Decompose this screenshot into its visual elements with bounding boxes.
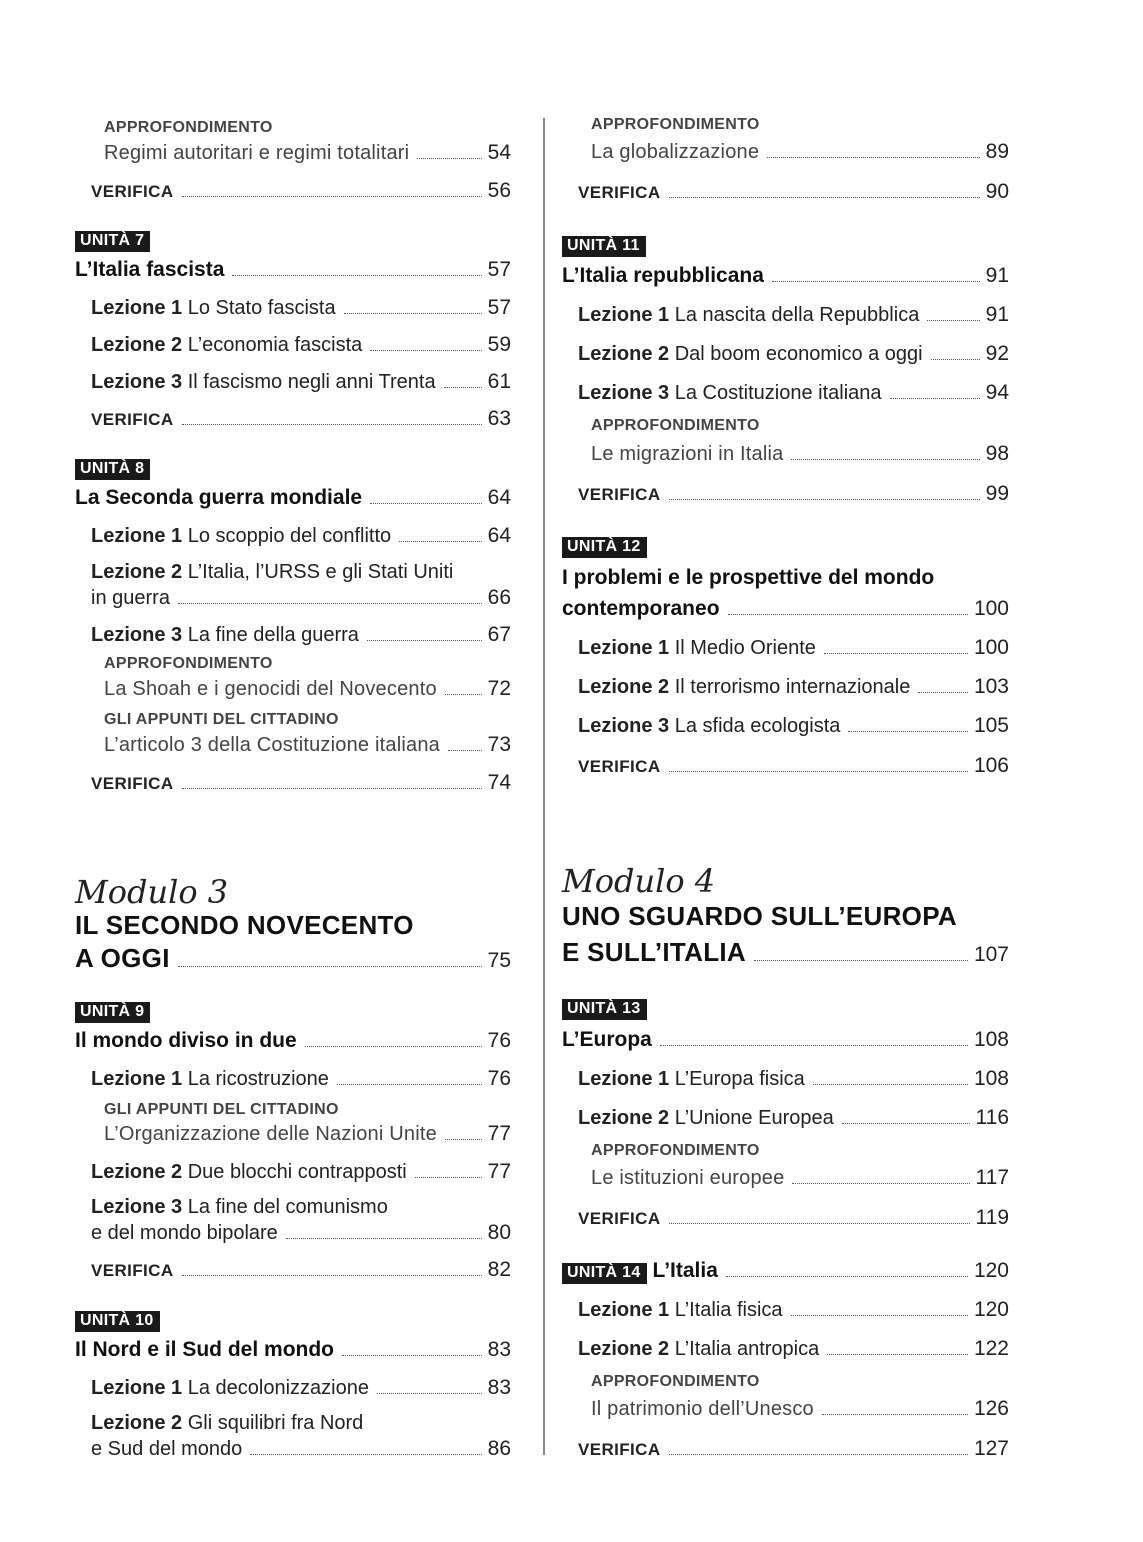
unit-tag: UNITÀ 7 — [75, 231, 150, 252]
lezione-label: Lezione 2 — [91, 334, 183, 356]
dot-leader — [417, 157, 481, 159]
dot-leader — [182, 195, 482, 197]
toc-entry-unit[interactable] — [562, 1028, 1009, 1052]
toc-entry-lezione-line2[interactable] — [91, 1437, 511, 1461]
page-number: 56 — [487, 179, 511, 202]
page-number: 64 — [487, 524, 511, 547]
lezione-label: Lezione 1 — [91, 525, 183, 547]
dot-leader — [728, 613, 968, 615]
toc-entry-unit[interactable] — [75, 258, 511, 282]
lezione-label: Lezione 1 — [91, 1068, 183, 1090]
page-number: 67 — [487, 623, 511, 646]
dot-leader — [377, 1392, 482, 1394]
approfondimento-label: APPROFONDIMENTO — [104, 119, 273, 136]
page-number: 59 — [487, 333, 511, 356]
toc-entry-verifica[interactable] — [91, 179, 511, 203]
dot-leader — [848, 730, 968, 732]
dot-leader — [669, 1453, 968, 1455]
dot-leader — [791, 1314, 968, 1316]
toc-entry-lezione-line1[interactable] — [91, 1196, 388, 1219]
page-number: 76 — [487, 1029, 511, 1052]
dot-leader — [660, 1044, 968, 1046]
page-number: 91 — [985, 303, 1009, 326]
dot-leader — [182, 787, 482, 789]
page-number: 99 — [985, 482, 1009, 505]
page-number: 64 — [487, 486, 511, 509]
unit-title: Il mondo diviso in due — [75, 1029, 297, 1052]
verifica-label: VERIFICA — [578, 1209, 661, 1228]
toc-entry-lezione-line1[interactable] — [91, 1412, 363, 1435]
entry-title: La globalizzazione — [591, 141, 760, 163]
toc-entry-lezione[interactable] — [91, 1067, 511, 1091]
page-number: 77 — [487, 1160, 511, 1183]
dot-leader — [367, 639, 482, 641]
toc-entry-unit[interactable] — [562, 1259, 1009, 1284]
toc-entry-verifica[interactable] — [91, 407, 511, 431]
dot-leader — [445, 1138, 482, 1140]
lezione-label: Lezione 2 — [91, 1161, 183, 1183]
approfondimento-label: APPROFONDIMENTO — [591, 1142, 760, 1159]
lezione-label: Lezione 1 — [578, 1068, 670, 1090]
toc-entry-approfondimento[interactable] — [104, 677, 511, 701]
modulo-title-line2: E SULL’ITALIA — [562, 937, 746, 967]
entry-title: La fine del comunismo — [187, 1196, 388, 1218]
entry-title: La fine della guerra — [187, 624, 359, 646]
entry-title: La Costituzione italiana — [674, 382, 882, 404]
dot-leader — [669, 1222, 970, 1224]
toc-entry-verifica[interactable] — [91, 1258, 511, 1282]
unit-title: L’Europa — [562, 1028, 652, 1051]
toc-entry-lezione[interactable] — [578, 675, 1009, 699]
lezione-label: Lezione 2 — [578, 1107, 670, 1129]
toc-entry-verifica[interactable] — [578, 754, 1009, 778]
toc-entry-appunti[interactable] — [104, 1122, 511, 1146]
page-number: 122 — [973, 1337, 1009, 1360]
toc-entry-lezione[interactable] — [91, 370, 511, 394]
dot-leader — [448, 749, 482, 751]
toc-entry-lezione-line2[interactable] — [91, 586, 511, 610]
approfondimento-label: APPROFONDIMENTO — [591, 417, 760, 434]
page-number: 103 — [973, 675, 1009, 698]
toc-entry-verifica[interactable] — [91, 771, 511, 795]
unit-tag: UNITÀ 13 — [562, 999, 647, 1020]
toc-entry-lezione[interactable] — [578, 381, 1009, 405]
dot-leader — [344, 312, 482, 314]
page-number: 119 — [975, 1206, 1009, 1229]
page-number: 106 — [973, 754, 1009, 777]
toc-entry-verifica[interactable] — [578, 1206, 1009, 1230]
dot-leader — [767, 156, 979, 158]
dot-leader — [232, 274, 481, 276]
page-number: 108 — [973, 1067, 1009, 1090]
lezione-label: Lezione 2 — [578, 343, 670, 365]
entry-title: Due blocchi contrapposti — [187, 1161, 407, 1183]
dot-leader — [370, 502, 482, 504]
entry-title: Dal boom economico a oggi — [674, 343, 923, 365]
toc-entry-verifica[interactable] — [578, 482, 1009, 506]
page-number: 90 — [985, 180, 1009, 203]
page-number: 117 — [975, 1166, 1009, 1189]
page-number: 120 — [973, 1259, 1009, 1282]
dot-leader — [791, 458, 979, 460]
lezione-label: Lezione 2 — [91, 1412, 183, 1434]
lezione-label: Lezione 3 — [578, 382, 670, 404]
page-number: 76 — [487, 1067, 511, 1090]
lezione-label: Lezione 1 — [578, 637, 670, 659]
lezione-label: Lezione 3 — [578, 715, 670, 737]
entry-title-continued: in guerra — [91, 587, 170, 609]
toc-entry-unit[interactable] — [75, 486, 511, 510]
page-number: 107 — [973, 943, 1009, 966]
toc-entry-unit[interactable] — [75, 1029, 511, 1053]
approfondimento-label: APPROFONDIMENTO — [591, 116, 760, 133]
entry-title: Il Medio Oriente — [674, 637, 816, 659]
toc-entry-lezione-line1[interactable] — [91, 561, 453, 584]
lezione-label: Lezione 3 — [91, 1196, 183, 1218]
entry-title: Il fascismo negli anni Trenta — [187, 371, 436, 393]
page-number: 120 — [973, 1298, 1009, 1321]
unit-title: L’Italia — [652, 1259, 718, 1282]
lezione-label: Lezione 1 — [91, 1377, 183, 1399]
page-number: 108 — [973, 1028, 1009, 1051]
entry-title-continued: e Sud del mondo — [91, 1438, 243, 1460]
toc-entry-lezione[interactable] — [578, 1067, 1009, 1091]
entry-title: L’Europa fisica — [674, 1068, 805, 1090]
entry-title: L’articolo 3 della Costituzione italiana — [104, 734, 440, 756]
toc-entry-approfondimento[interactable] — [591, 442, 1009, 466]
page-number: 83 — [487, 1376, 511, 1399]
dot-leader — [772, 280, 980, 282]
dot-leader — [178, 965, 482, 967]
entry-title: La nascita della Repubblica — [674, 304, 920, 326]
dot-leader — [813, 1083, 968, 1085]
page-number: 77 — [487, 1122, 511, 1145]
toc-entry-lezione[interactable] — [578, 1298, 1009, 1322]
toc-entry-appunti[interactable] — [104, 733, 511, 757]
dot-leader — [182, 423, 482, 425]
page-number: 83 — [487, 1338, 511, 1361]
page-number: 63 — [487, 407, 511, 430]
page-number: 127 — [973, 1437, 1009, 1460]
toc-entry-lezione[interactable] — [91, 1160, 511, 1184]
toc-entry-lezione[interactable] — [578, 1337, 1009, 1361]
dot-leader — [669, 196, 980, 198]
entry-title: Le migrazioni in Italia — [591, 443, 784, 465]
toc-entry-verifica[interactable] — [578, 180, 1009, 204]
toc-entry-verifica[interactable] — [578, 1437, 1009, 1461]
unit-title-line1[interactable]: I problemi e le prospettive del mondo — [562, 566, 935, 589]
unit-tag: UNITÀ 14 — [562, 1263, 647, 1284]
dot-leader — [669, 770, 968, 772]
modulo-title-line1: IL SECONDO NOVECENTO — [75, 910, 414, 940]
page-number: 91 — [985, 264, 1009, 287]
toc-entry-approfondimento[interactable] — [591, 1397, 1009, 1421]
dot-leader — [822, 1413, 968, 1415]
page-number: 126 — [973, 1397, 1009, 1420]
toc-entry-approfondimento[interactable] — [591, 140, 1009, 164]
toc-entry-modulo[interactable] — [75, 943, 511, 974]
page-number: 57 — [487, 258, 511, 281]
modulo-title-line2: A OGGI — [75, 943, 170, 973]
entry-title: L’Italia antropica — [674, 1338, 820, 1360]
dot-leader — [792, 1182, 969, 1184]
page-number: 100 — [973, 636, 1009, 659]
toc-entry-lezione[interactable] — [91, 524, 511, 548]
unit-title: La Seconda guerra mondiale — [75, 486, 363, 509]
entry-title: Regimi autoritari e regimi totalitari — [104, 142, 410, 164]
page-number: 86 — [487, 1437, 511, 1460]
dot-leader — [370, 349, 481, 351]
approfondimento-label: APPROFONDIMENTO — [591, 1373, 760, 1390]
dot-leader — [754, 959, 968, 961]
dot-leader — [337, 1083, 482, 1085]
dot-leader — [890, 397, 980, 399]
dot-leader — [342, 1354, 482, 1356]
entry-title: Il patrimonio dell’Unesco — [591, 1398, 814, 1420]
toc-entry-lezione-line2[interactable] — [91, 1221, 511, 1245]
entry-title: Gli squilibri fra Nord — [187, 1412, 364, 1434]
dot-leader — [286, 1237, 482, 1239]
dot-leader — [669, 498, 980, 500]
modulo-title-line1: UNO SGUARDO SULL’EUROPA — [562, 901, 957, 931]
page-number: 98 — [985, 442, 1009, 465]
toc-entry-approfondimento[interactable] — [591, 1166, 1009, 1190]
toc-entry-unit[interactable] — [75, 1338, 511, 1362]
lezione-label: Lezione 2 — [578, 1338, 670, 1360]
page-number: 75 — [487, 949, 511, 972]
dot-leader — [918, 691, 968, 693]
dot-leader — [415, 1176, 482, 1178]
dot-leader — [824, 652, 968, 654]
toc-entry-lezione[interactable] — [91, 296, 511, 320]
unit-tag: UNITÀ 10 — [75, 1311, 160, 1332]
verifica-label: VERIFICA — [91, 774, 174, 793]
toc-entry-approfondimento[interactable] — [104, 141, 511, 165]
entry-title: Le istituzioni europee — [591, 1167, 785, 1189]
verifica-label: VERIFICA — [578, 757, 661, 776]
page-number: 92 — [985, 342, 1009, 365]
page-number: 73 — [487, 733, 511, 756]
toc-entry-lezione[interactable] — [91, 1376, 511, 1400]
appunti-cittadino-label: GLI APPUNTI DEL CITTADINO — [104, 711, 339, 728]
toc-entry-lezione[interactable] — [578, 1106, 1009, 1130]
lezione-label: Lezione 1 — [578, 304, 670, 326]
dot-leader — [399, 540, 481, 542]
dot-leader — [931, 358, 980, 360]
toc-entry-unit[interactable] — [562, 597, 1009, 621]
entry-title: Lo scoppio del conflitto — [187, 525, 392, 547]
page-number: 57 — [487, 296, 511, 319]
unit-title-line2: contemporaneo — [562, 597, 720, 620]
dot-leader — [842, 1122, 970, 1124]
dot-leader — [827, 1353, 968, 1355]
toc-entry-lezione[interactable] — [91, 333, 511, 357]
dot-leader — [182, 1274, 482, 1276]
toc-entry-lezione[interactable] — [578, 714, 1009, 738]
toc-entry-lezione[interactable] — [91, 623, 511, 647]
page-number: 61 — [487, 370, 511, 393]
unit-tag: UNITÀ 12 — [562, 537, 647, 558]
dot-leader — [927, 319, 979, 321]
dot-leader — [726, 1275, 968, 1277]
entry-title: Il terrorismo internazionale — [674, 676, 911, 698]
dot-leader — [445, 693, 482, 695]
verifica-label: VERIFICA — [91, 1261, 174, 1280]
dot-leader — [250, 1453, 481, 1455]
entry-title: La sfida ecologista — [674, 715, 841, 737]
entry-title: L’Italia fisica — [674, 1299, 783, 1321]
verifica-label: VERIFICA — [91, 410, 174, 429]
verifica-label: VERIFICA — [91, 182, 174, 201]
lezione-label: Lezione 3 — [91, 624, 183, 646]
page-number: 72 — [487, 677, 511, 700]
page-number: 94 — [985, 381, 1009, 404]
dot-leader — [305, 1045, 482, 1047]
lezione-label: Lezione 3 — [91, 371, 183, 393]
entry-title: L’Italia, l’URSS e gli Stati Uniti — [187, 561, 454, 583]
approfondimento-label: APPROFONDIMENTO — [104, 655, 273, 672]
dot-leader — [444, 386, 482, 388]
column-divider — [543, 118, 545, 1455]
page-number: 66 — [487, 586, 511, 609]
lezione-label: Lezione 2 — [578, 676, 670, 698]
entry-title: La Shoah e i genocidi del Novecento — [104, 678, 437, 700]
unit-tag: UNITÀ 8 — [75, 459, 150, 480]
modulo-label: Modulo 4 — [562, 862, 716, 900]
page-number: 100 — [973, 597, 1009, 620]
verifica-label: VERIFICA — [578, 183, 661, 202]
page-number: 116 — [975, 1106, 1009, 1129]
lezione-label: Lezione 1 — [91, 297, 183, 319]
unit-tag: UNITÀ 11 — [562, 236, 646, 257]
unit-title: Il Nord e il Sud del mondo — [75, 1338, 335, 1361]
verifica-label: VERIFICA — [578, 485, 661, 504]
toc-entry-modulo[interactable] — [562, 937, 1009, 968]
page-number: 74 — [487, 771, 511, 794]
dot-leader — [178, 602, 482, 604]
entry-title: La decolonizzazione — [187, 1377, 369, 1399]
entry-title: L’Unione Europea — [674, 1107, 834, 1129]
toc-entry-unit[interactable] — [562, 264, 1009, 288]
unit-title: L’Italia repubblicana — [562, 264, 764, 287]
verifica-label: VERIFICA — [578, 1440, 661, 1459]
modulo-label: Modulo 3 — [75, 873, 229, 911]
entry-title: Lo Stato fascista — [187, 297, 336, 319]
page-number: 82 — [487, 1258, 511, 1281]
page-number: 54 — [487, 141, 511, 164]
appunti-cittadino-label: GLI APPUNTI DEL CITTADINO — [104, 1101, 339, 1118]
page-number: 80 — [487, 1221, 511, 1244]
unit-title: L’Italia fascista — [75, 258, 225, 281]
page-number: 89 — [985, 140, 1009, 163]
lezione-label: Lezione 2 — [91, 561, 183, 583]
entry-title-continued: e del mondo bipolare — [91, 1222, 278, 1244]
entry-title: L’Organizzazione delle Nazioni Unite — [104, 1123, 437, 1145]
page-number: 105 — [973, 714, 1009, 737]
unit-tag: UNITÀ 9 — [75, 1002, 150, 1023]
toc-entry-lezione[interactable] — [578, 342, 1009, 366]
lezione-label: Lezione 1 — [578, 1299, 670, 1321]
toc-entry-lezione[interactable] — [578, 636, 1009, 660]
entry-title: L’economia fascista — [187, 334, 363, 356]
entry-title: La ricostruzione — [187, 1068, 329, 1090]
toc-entry-lezione[interactable] — [578, 303, 1009, 327]
